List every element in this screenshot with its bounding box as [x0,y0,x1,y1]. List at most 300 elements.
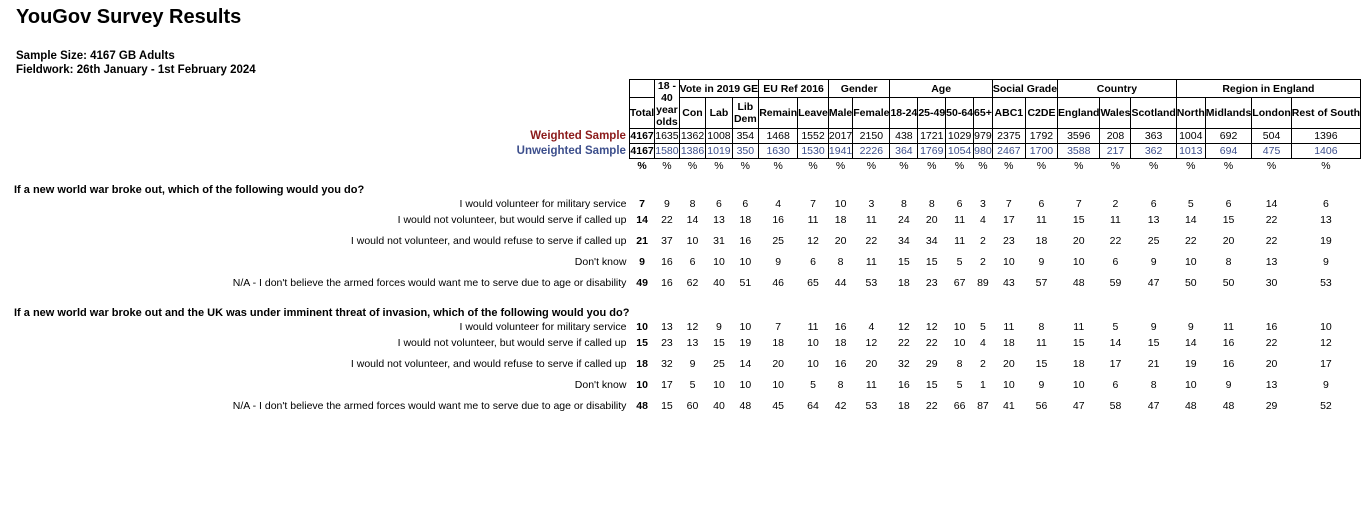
unweighted-sample-cell: 2226 [853,144,890,159]
weighted-sample-cell: 1029 [946,129,974,144]
column-header: Scotland [1131,98,1176,129]
answer-value: 50 [1184,277,1197,289]
answer-value: 34 [898,235,910,247]
answer-label: I would not volunteer, but would serve if called up [397,214,627,226]
answer-value: 47 [1147,277,1160,289]
answer-value: 16 [1265,321,1278,333]
group-header: Gender [828,80,890,98]
percent-symbol: % [687,160,698,172]
weighted-sample-cell: 1792 [1025,129,1057,144]
answer-value: 22 [865,235,878,247]
weighted-sample-cell: 2375 [992,129,1025,144]
answer-value: 62 [686,277,699,289]
answer-value: 8 [1150,379,1157,391]
answer-value: 17 [1320,358,1332,370]
weighted-sample-row [14,129,1361,144]
answer-value: 5 [689,379,696,391]
answer-value: 40 [713,277,725,289]
answer-value: 13 [661,321,673,333]
answer-label: N/A - I don't believe the armed forces would want me to serve due to age or disability [232,277,627,289]
answer-value: 20 [1003,358,1015,370]
group-header: Age [890,80,992,98]
answer-value: 6 [1112,256,1119,268]
unweighted-sample-row [14,144,1361,159]
unweighted-sample-cell: 475 [1252,144,1291,159]
answer-value: 7 [1075,198,1082,210]
answer-value: 22 [1265,214,1278,226]
answer-value: 1 [980,379,986,391]
answer-value: 10 [636,321,648,333]
answer-value: 43 [1003,277,1015,289]
answer-value: 30 [1265,277,1278,289]
weighted-sample-cell: 2150 [853,129,890,144]
answer-value: 11 [807,214,819,226]
unweighted-sample-cell: 980 [974,145,992,157]
unweighted-sample-cell: 4167 [630,145,654,157]
answer-value: 37 [661,235,673,247]
answer-value: 22 [1265,337,1278,349]
answer-value: 10 [1072,379,1085,391]
fieldwork-dates: Fieldwork: 26th January - 1st February 2024 [16,64,256,76]
percent-symbol: % [835,160,846,172]
answer-value: 20 [1265,358,1278,370]
answer-value: 12 [1320,337,1332,349]
answer-value: 13 [686,337,699,349]
answer-value: 52 [1320,400,1332,412]
percent-symbol: % [1223,160,1234,172]
answer-value: 89 [977,277,989,289]
answer-value: 53 [865,400,878,412]
unweighted-sample-cell: 2467 [992,144,1025,159]
answer-value: 11 [1036,214,1047,226]
answer-value: 10 [834,198,847,210]
question-row [14,306,1361,319]
answer-value: 19 [1320,235,1332,247]
answer-value: 10 [686,235,699,247]
answer-value: 13 [1265,256,1278,268]
answer-value: 18 [1072,358,1085,370]
answer-row [14,196,1361,212]
answer-value: 6 [742,198,749,210]
answer-value: 10 [807,358,819,370]
answer-value: 4 [775,198,782,210]
weighted-sample-cell: 1004 [1176,129,1205,144]
percent-symbol: % [662,160,672,172]
answer-value: 19 [739,337,752,349]
answer-value: 25 [713,358,725,370]
answer-value: 2 [980,358,986,370]
answer-value: 87 [977,400,989,412]
answer-value: 18 [834,337,847,349]
answer-value: 15 [1222,214,1235,226]
blank-cell [14,159,629,174]
answer-value: 10 [1003,256,1015,268]
answer-row [14,228,1361,254]
answer-value: 11 [954,235,966,247]
answer-value: 10 [1184,256,1197,268]
group-header: Vote in 2019 GE [679,80,759,98]
weighted-sample-cell: 208 [1100,129,1131,144]
weighted-sample-cell: 3596 [1058,129,1100,144]
answer-value: 45 [772,400,784,412]
answer-value: 51 [739,277,752,289]
answer-value: 15 [1035,358,1048,370]
weighted-sample-cell: 1635 [655,130,679,142]
answer-value: 15 [1072,214,1085,226]
answer-value: 48 [1222,400,1235,412]
answer-value: 10 [713,256,725,268]
percent-symbol: % [1036,160,1047,172]
answer-value: 65 [807,277,819,289]
column-header: Lab [706,98,732,129]
answer-value: 15 [636,337,648,349]
unweighted-sample-cell: 3588 [1058,144,1100,159]
answer-value: 9 [1150,256,1157,268]
blank-cell [14,98,629,129]
answer-value: 9 [716,321,722,333]
answer-value: 9 [1187,321,1194,333]
answer-value: 17 [1003,214,1015,226]
answer-value: 10 [739,321,752,333]
answer-value: 3 [980,198,986,210]
answer-row [14,377,1361,393]
unweighted-sample-cell: 694 [1205,144,1252,159]
answer-value: 5 [956,256,963,268]
answer-label: Don't know [574,256,627,268]
column-header: C2DE [1025,98,1057,129]
answer-value: 2 [980,235,986,247]
answer-value: 49 [636,277,648,289]
answer-value: 5 [956,379,963,391]
answer-value: 14 [686,214,699,226]
answer-value: 10 [772,379,784,391]
answer-value: 20 [772,358,784,370]
answer-value: 9 [1150,321,1157,333]
spacer [14,296,1361,306]
answer-value: 23 [661,337,673,349]
blank-cell [629,183,1360,196]
answer-value: 15 [1147,337,1160,349]
column-header: Wales [1100,98,1131,129]
column-header: Rest of South [1291,98,1360,129]
answer-value: 5 [980,321,986,333]
answer-value: 22 [1184,235,1197,247]
weighted-sample-cell: 2017 [828,130,853,142]
answer-value: 19 [1184,358,1197,370]
percent-symbol: % [740,160,751,172]
percent-symbol: % [773,160,783,172]
answer-value: 64 [807,400,819,412]
column-header: Remain [759,98,798,129]
answer-value: 53 [865,277,878,289]
spacer-row [14,296,1361,306]
answer-value: 13 [1265,379,1278,391]
answer-label: I would volunteer for military service [459,321,627,333]
column-header: 50-64 [946,98,974,129]
percent-symbol: % [808,160,818,172]
weighted-sample-cell: 438 [890,129,918,144]
answer-value: 20 [1222,235,1235,247]
answer-value: 18 [834,214,847,226]
unweighted-sample-cell: 1769 [918,144,946,159]
answer-value: 12 [865,337,878,349]
percent-symbol: % [866,160,877,172]
answer-value: 18 [739,214,752,226]
answer-value: 44 [834,277,847,289]
unweighted-sample-cell: 1941 [828,145,853,157]
unweighted-sample-label: Unweighted Sample [516,145,626,157]
answer-value: 57 [1035,277,1048,289]
question-text: If a new world war broke out and the UK was under imminent threat of invasion, which of the following would you do? [14,306,630,319]
weighted-sample-cell: 1396 [1291,129,1360,144]
column-header: North [1176,98,1205,129]
answer-value: 16 [739,235,752,247]
weighted-sample-cell: 979 [974,130,992,142]
percent-symbol: % [714,160,724,172]
column-header: Con [679,98,706,129]
answer-value: 8 [689,198,696,210]
answer-value: 9 [1225,379,1232,391]
answer-value: 13 [713,214,725,226]
unweighted-sample-cell: 364 [890,144,918,159]
answer-value: 7 [639,198,645,210]
answer-value: 16 [834,358,847,370]
column-header: England [1058,98,1100,129]
percent-symbol: % [1148,160,1159,172]
answer-value: 18 [1035,235,1048,247]
blank-cell [629,306,1360,319]
answer-value: 9 [775,256,782,268]
answer-value: 16 [898,379,910,391]
weighted-sample-cell: 504 [1252,129,1291,144]
weighted-sample-cell: 1721 [918,129,946,144]
answer-value: 41 [1003,400,1015,412]
answer-value: 15 [713,337,725,349]
answer-row [14,351,1361,377]
answer-value: 22 [1265,235,1278,247]
answer-value: 7 [775,321,782,333]
answer-label: I would not volunteer, and would refuse to serve if called up [350,235,627,247]
answer-value: 10 [1003,379,1015,391]
answer-value: 42 [834,400,847,412]
answer-value: 21 [1147,358,1160,370]
answer-label: I would not volunteer, but would serve if called up [397,337,627,349]
answer-value: 15 [925,256,938,268]
answer-value: 6 [1150,198,1157,210]
answer-value: 10 [953,321,966,333]
answer-value: 10 [953,337,966,349]
percent-symbol: % [1110,160,1121,172]
answer-value: 20 [925,214,938,226]
answer-value: 15 [661,400,673,412]
answer-value: 16 [661,277,673,289]
unweighted-sample-cell: 1386 [680,145,705,157]
answer-value: 16 [661,256,673,268]
answer-value: 20 [834,235,847,247]
answer-value: 14 [739,358,752,370]
answer-value: 11 [1110,214,1121,226]
unweighted-sample-cell: 1054 [946,144,974,159]
answer-value: 25 [1147,235,1160,247]
unweighted-sample-cell: 1530 [798,144,829,159]
answer-value: 8 [900,198,907,210]
answer-value: 12 [898,321,910,333]
weighted-sample-cell: 1362 [680,130,705,142]
answer-value: 6 [1038,198,1045,210]
answer-value: 48 [1072,277,1085,289]
answer-value: 8 [928,198,935,210]
answer-value: 16 [772,214,784,226]
answer-value: 29 [925,358,938,370]
answer-value: 8 [837,256,844,268]
answer-value: 47 [1147,400,1160,412]
column-header: 25-49 [918,98,946,129]
answer-value: 67 [953,277,966,289]
group-header: EU Ref 2016 [759,80,829,98]
answer-value: 18 [898,277,910,289]
answer-value: 18 [898,400,910,412]
unweighted-sample-cell: 1013 [1176,144,1205,159]
answer-value: 9 [1038,256,1045,268]
answer-value: 46 [772,277,784,289]
unweighted-sample-cell: 1580 [655,145,679,157]
answer-value: 20 [1072,235,1085,247]
answer-value: 5 [1112,321,1119,333]
answer-value: 18 [636,358,648,370]
answer-value: 10 [1072,256,1085,268]
weighted-sample-cell: 1468 [759,129,798,144]
unweighted-sample-cell: 362 [1131,144,1176,159]
percent-symbol: % [978,160,988,172]
answer-value: 48 [1184,400,1197,412]
answer-value: 10 [713,379,725,391]
answer-value: 10 [1320,321,1332,333]
answer-value: 14 [1184,214,1197,226]
answer-value: 31 [713,235,725,247]
answer-value: 66 [953,400,966,412]
answer-value: 9 [1322,256,1329,268]
column-header: Total [629,98,654,129]
answer-value: 59 [1109,277,1122,289]
answer-value: 10 [739,379,752,391]
answer-value: 16 [1222,358,1235,370]
weighted-sample-cell: 1552 [798,129,829,144]
answer-value: 15 [898,256,910,268]
answer-value: 24 [898,214,910,226]
answer-value: 22 [661,214,673,226]
unweighted-sample-cell: 1700 [1025,144,1057,159]
answer-value: 53 [1320,277,1332,289]
answer-value: 29 [1265,400,1278,412]
percent-symbol: % [1004,160,1014,172]
percent-symbol: % [637,160,647,172]
answer-value: 17 [661,379,673,391]
answer-row [14,270,1361,296]
answer-value: 4 [980,214,986,226]
question-row [14,183,1361,196]
answer-value: 11 [807,321,819,333]
answer-value: 15 [925,379,938,391]
column-header: 18-24 [890,98,918,129]
answer-value: 8 [1225,256,1232,268]
answer-value: 9 [1038,379,1045,391]
answer-row [14,212,1361,228]
page-title: YouGov Survey Results [16,6,242,28]
answer-value: 22 [925,337,938,349]
answer-row [14,393,1361,419]
answer-value: 18 [1003,337,1015,349]
group-header-row [14,80,1361,98]
answer-value: 11 [1223,321,1234,333]
column-header: 65+ [974,98,993,129]
answer-label: Don't know [574,379,627,391]
answer-value: 13 [1320,214,1332,226]
sample-size: Sample Size: 4167 GB Adults [16,50,175,62]
answer-value: 40 [713,400,725,412]
survey-meta [16,49,256,77]
column-header: Male [828,98,852,129]
column-header-row [14,98,1361,129]
percent-symbol: % [1074,160,1084,172]
answer-value: 9 [1322,379,1329,391]
percent-row [14,159,1361,174]
answer-value: 6 [1322,198,1329,210]
blank-cell [629,80,654,98]
answer-value: 17 [1109,358,1122,370]
weighted-sample-label: Weighted Sample [530,130,626,142]
column-header: London [1252,98,1291,129]
weighted-sample-cell: 363 [1131,129,1176,144]
answer-value: 16 [834,321,847,333]
group-header: Region in England [1176,80,1360,98]
answer-value: 23 [925,277,938,289]
answer-value: 8 [837,379,844,391]
answer-value: 13 [1147,214,1160,226]
answer-value: 22 [898,337,910,349]
results-table [14,79,1361,419]
answer-value: 14 [636,214,648,226]
answer-value: 6 [1112,379,1119,391]
answer-value: 34 [925,235,938,247]
answer-value: 23 [1003,235,1015,247]
answer-row [14,335,1361,351]
answer-value: 11 [865,214,877,226]
answer-value: 12 [807,235,819,247]
weighted-sample-cell: 692 [1205,129,1252,144]
answer-value: 4 [868,321,875,333]
answer-value: 60 [686,400,699,412]
answer-value: 2 [1112,198,1119,210]
answer-label: I would volunteer for military service [459,198,627,210]
answer-value: 20 [865,358,878,370]
unweighted-sample-cell: 1630 [759,144,798,159]
percent-symbol: % [927,160,937,172]
answer-value: 10 [739,256,752,268]
answer-value: 11 [1003,321,1015,333]
answer-value: 6 [956,198,963,210]
answer-value: 11 [865,379,877,391]
answer-value: 9 [663,198,670,210]
percent-symbol: % [899,160,909,172]
answer-value: 4 [980,337,986,349]
column-header: Lib Dem [732,98,759,129]
answer-value: 14 [1265,198,1278,210]
unweighted-sample-cell: 217 [1100,144,1131,159]
column-header: ABC1 [992,98,1025,129]
weighted-sample-cell: 354 [732,129,759,144]
answer-value: 47 [1072,400,1085,412]
column-header: Midlands [1205,98,1252,129]
